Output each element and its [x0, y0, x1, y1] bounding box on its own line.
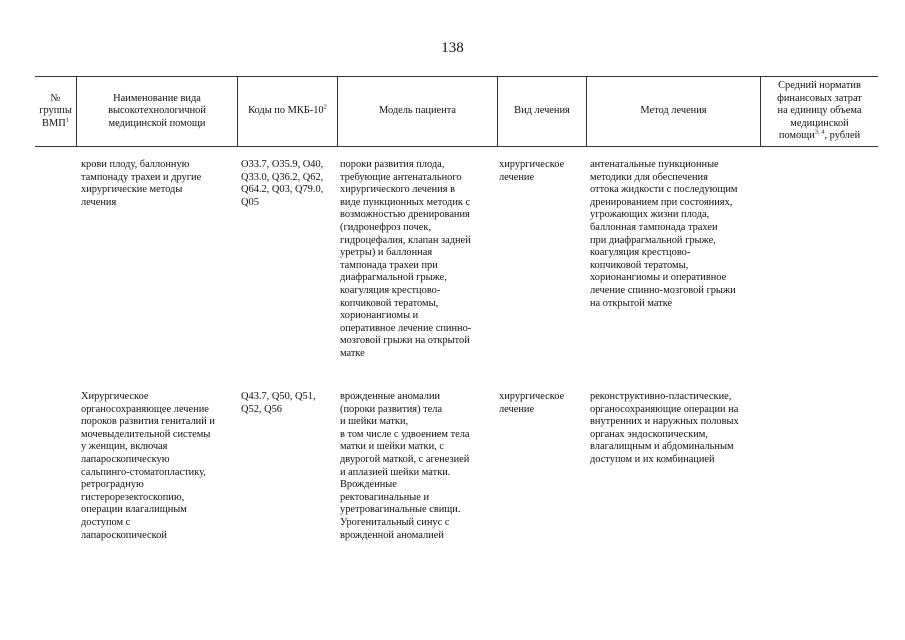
header-treatment-type: Вид лечения: [514, 105, 570, 117]
header-bottom-border: [35, 146, 878, 147]
row1-codes: O33.7, O35.9, O40, Q33.0, Q36.2, Q62, Q64.2, Q03, Q79.0, Q05: [241, 159, 324, 208]
row2-treatment-method: реконструктивно-пластические, органосохраняющие операции на внутренних и наружных половых органах эндоскопическим, влагалищным и абдоминальным доступом и их комбинацией: [590, 391, 739, 465]
header-group-number: № группы ВМП$^1$: [39, 92, 72, 129]
row1-patient-model: пороки развития плода, требующие антенатального хирургического лечения в виде пункционных методик с возможностью дренирования (гидронефроз почек, гидроцефалия, клапан задней уретры) и баллонная тампонада трахеи при диафрагмальной грыже, коагуляция крестцово- копчиковой тератомы, хорионангиомы и оперативное лечение спинно- мозговой грыжи на открытой матке: [340, 159, 472, 359]
row2-patient-model: врожденные аномалии (пороки развития) тела и шейки матки, в том числе с удвоением тела матки и шейки матки, с двурогой маткой, с агенезией и аплазией шейки матки. Врожденные ректовагинальные и уретровагинальные свищи. Урогенитальный синус с врожденной аномалией: [340, 391, 470, 541]
row1-treatment-type: хирургическое лечение: [499, 159, 565, 183]
row2-name: Хирургическое органосохраняющее лечение пороков развития гениталий и мочевыделительной системы у женщин, включая лапароскопическую сальпинго-стоматопластику, ретроградную гистерорезектоскопию, операции влагалищным доступом с лапароскопической: [81, 391, 215, 541]
header-care-type-name: Наименование вида высокотехнологичной медицинской помощи: [108, 92, 206, 129]
row2-codes: Q43.7, Q50, Q51, Q52, Q56: [241, 391, 316, 415]
header-treatment-method: Метод лечения: [640, 105, 707, 117]
header-patient-model: Модель пациента: [378, 105, 457, 117]
header-icd-codes: Коды по МКБ-$10^2$: [248, 103, 327, 117]
row1-name: крови плоду, баллонную тампонаду трахеи и другие хирургические методы лечения: [81, 159, 202, 208]
header-average-cost: Средний норматив финансовых затрат на единицу объема медицинской помощи$^{3, 4}$, рублей: [777, 80, 862, 142]
row2-treatment-type: хирургическое лечение: [499, 391, 565, 415]
row1-treatment-method: антенатальные пункционные методики для обеспечения оттока жидкости с последующим дренированием при состояниях, угрожающих жизни плода, баллонная тампонада трахеи при диафрагмальной грыже, коагуляция крестцово- копчиковой тератомы, хорионангиомы и оперативное лечение спинно-мозговой грыжи на открытой матке: [590, 159, 738, 309]
page-number: 138: [441, 40, 464, 56]
